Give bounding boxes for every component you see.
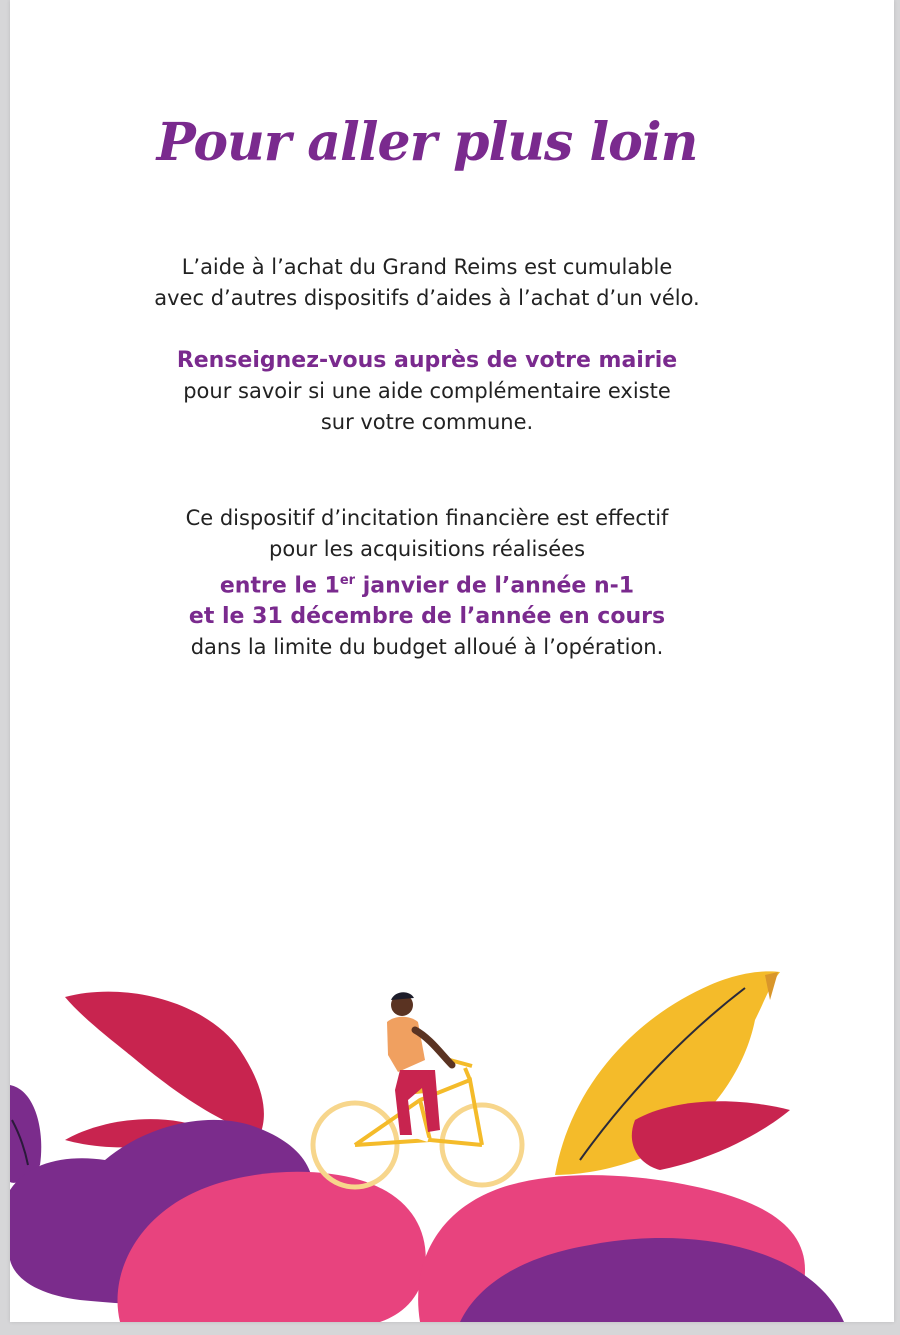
dispositif-date-start — [10, 565, 844, 601]
crimson-leaf-left-shape — [65, 992, 264, 1135]
dispositif-date-end: et le 31 décembre de l’année en cours — [188, 604, 666, 630]
intro-paragraph — [10, 252, 844, 314]
date-start-suffix: janvier de l’année n-1 — [355, 573, 635, 599]
mairie-highlight: Renseignez-vous auprès de votre mairie — [176, 348, 678, 373]
mairie-line-2: sur votre commune. — [320, 410, 534, 434]
dispositif-line-2: pour les acquisitions réalisées — [268, 537, 586, 561]
mairie-paragraph — [10, 345, 844, 438]
brochure-page — [10, 0, 894, 1322]
page-title: Pour aller plus loin — [156, 112, 698, 173]
intro-line-2: avec d’autres dispositifs d’aides à l’achat d’un vélo. — [154, 286, 700, 310]
date-start-prefix: entre le 1 — [219, 573, 340, 599]
crimson-leaf-right-shape — [632, 1101, 790, 1170]
dispositif-paragraph — [10, 503, 844, 663]
dispositif-line-1: Ce dispositif d’incitation financière est effectif — [185, 506, 669, 530]
cyclist-illustration — [10, 960, 894, 1322]
intro-line-1: L’aide à l’achat du Grand Reims est cumulable — [181, 255, 673, 279]
mairie-line-1: pour savoir si une aide complémentaire existe — [183, 379, 671, 403]
date-start-superscript: er — [339, 573, 356, 588]
dispositif-line-3: dans la limite du budget alloué à l’opération. — [190, 635, 664, 660]
